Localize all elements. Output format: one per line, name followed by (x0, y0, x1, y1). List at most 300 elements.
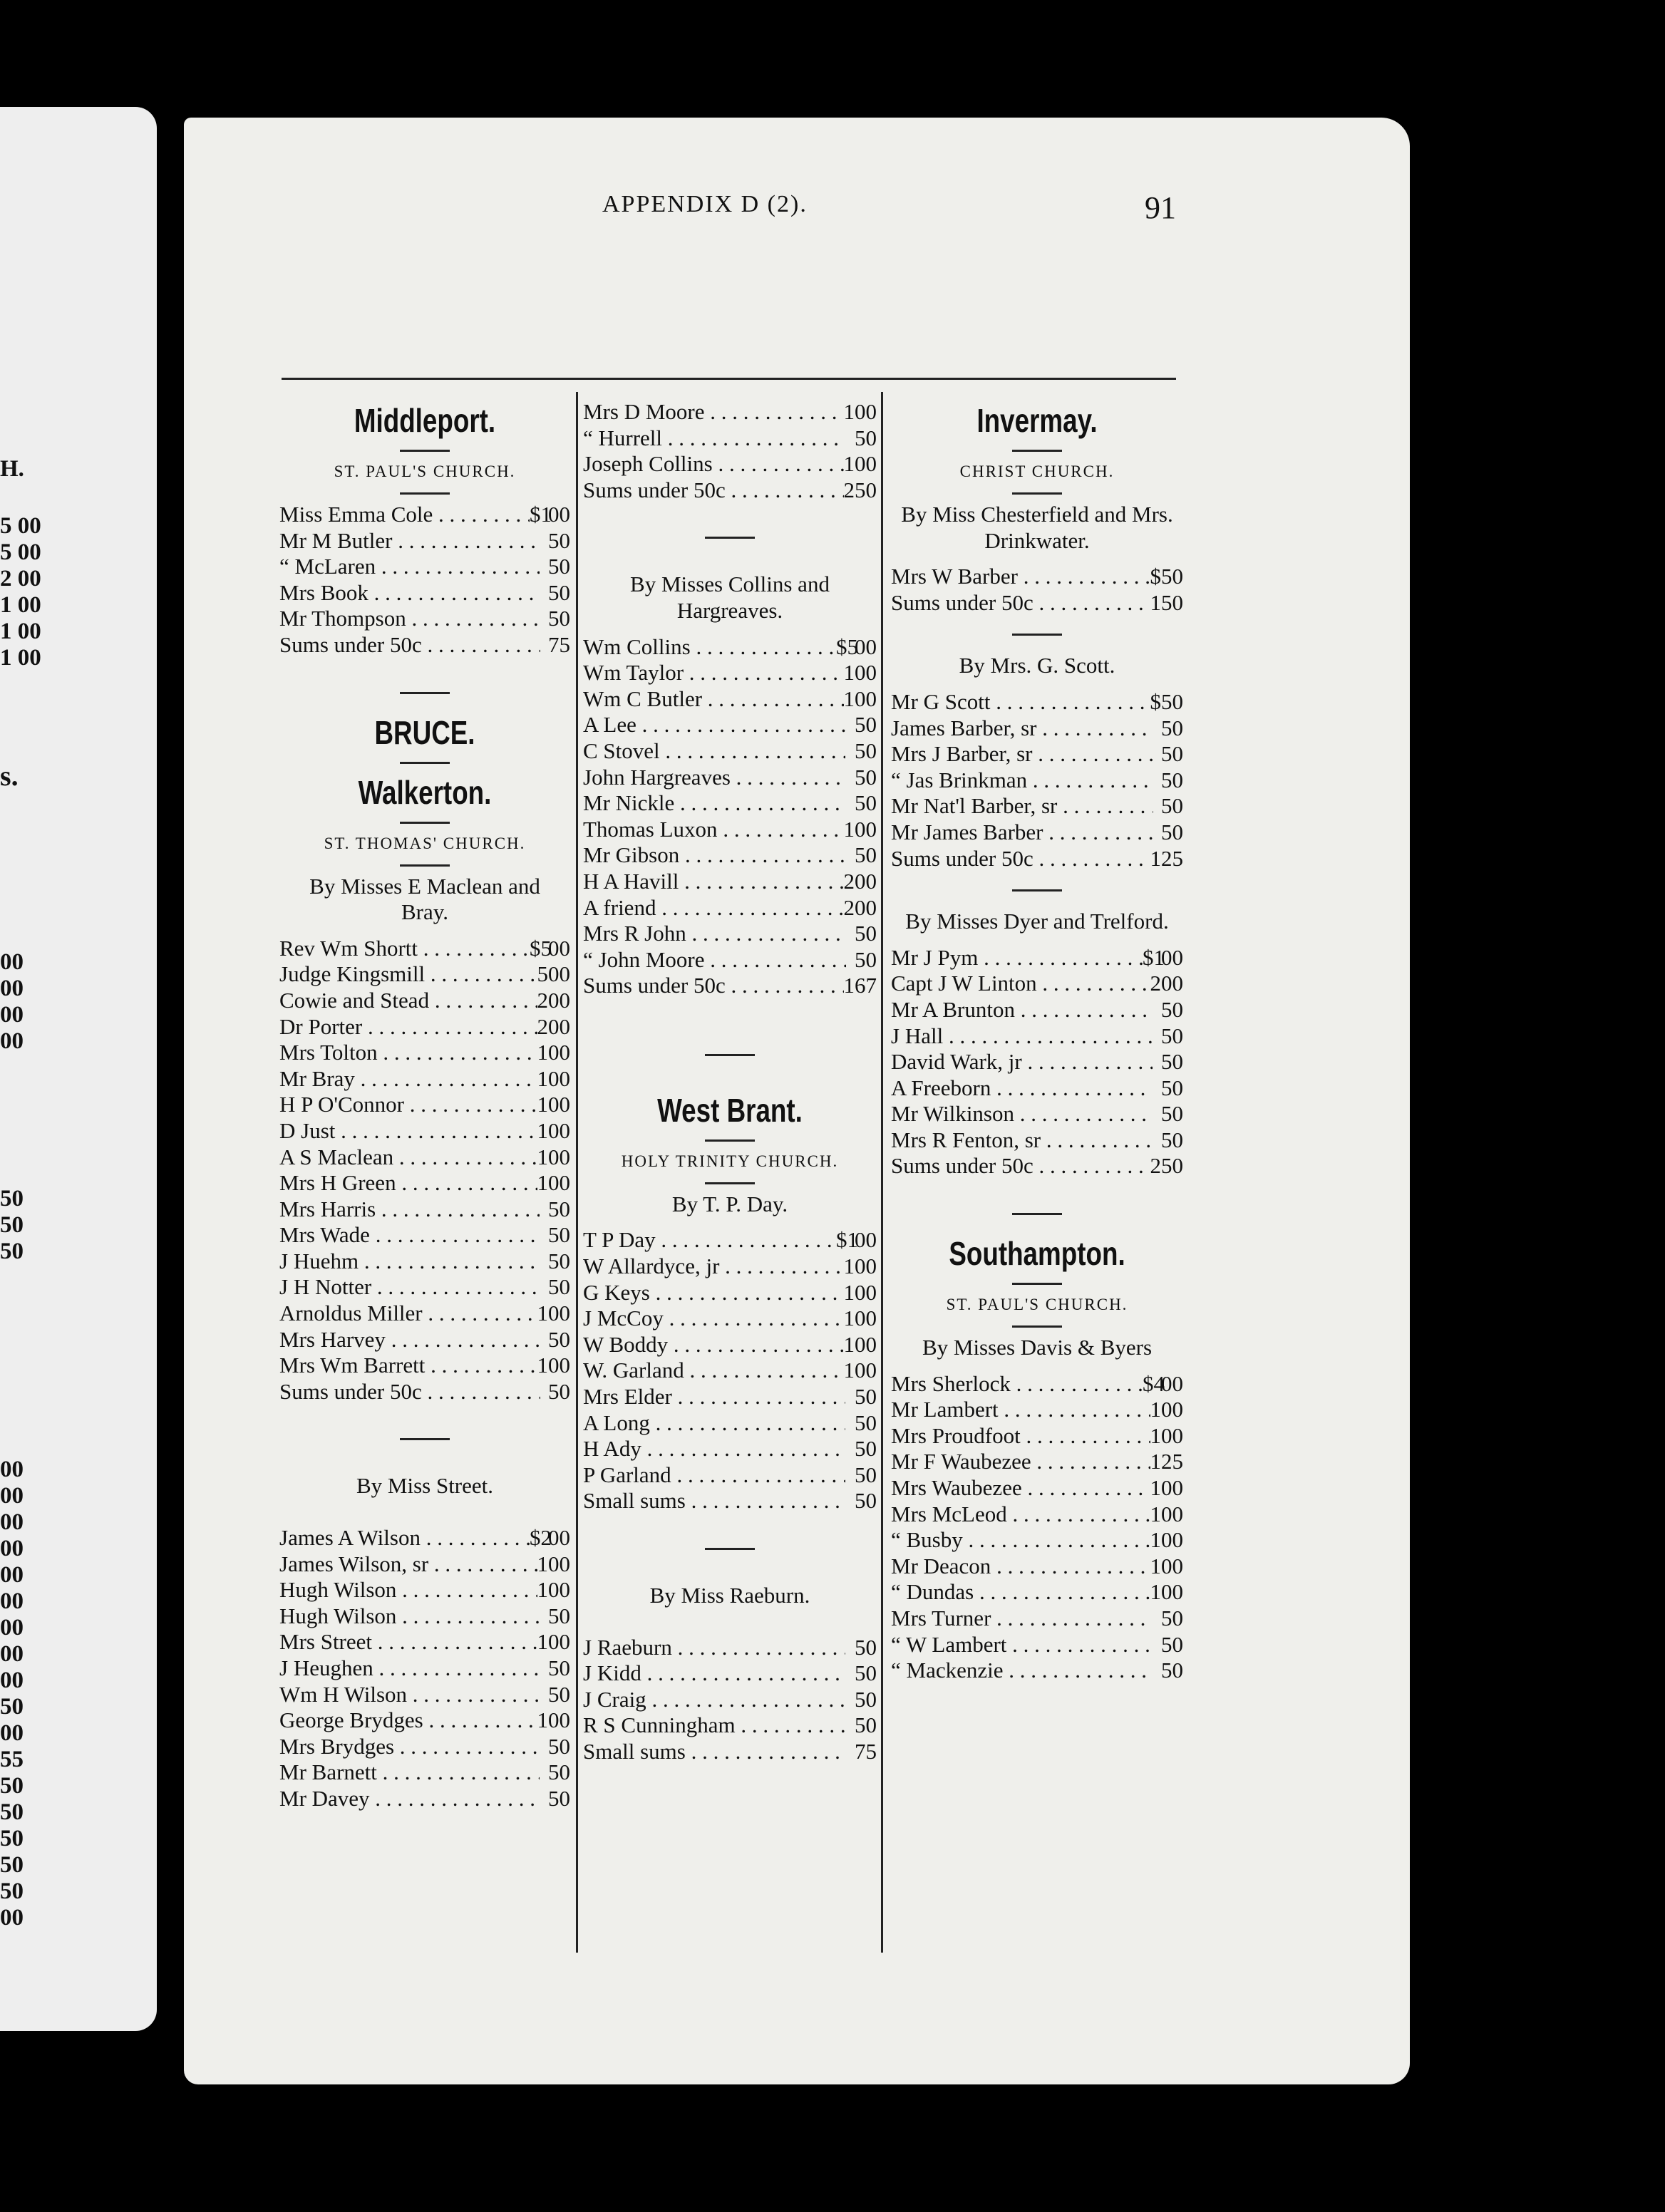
amount-dollars: 1 (1150, 1422, 1161, 1448)
facing-page-amount: 00 (0, 1002, 24, 1028)
donor-name: Mr F Waubezee . . . (891, 1449, 1150, 1475)
amount-cents: 50 (1161, 1153, 1183, 1179)
amount-cents: 50 (855, 764, 877, 790)
facing-page-amount: 2 00 (0, 566, 41, 591)
donation-entry (583, 634, 877, 661)
divider (279, 814, 570, 831)
donor-name: Mrs Book . . . (279, 580, 540, 606)
amount-dollars (846, 921, 855, 947)
amount-dollars (540, 1786, 548, 1812)
amount-dollars (845, 1384, 855, 1410)
donor-name: John Hargreaves . . . (583, 765, 847, 791)
facing-page-amounts-a (0, 513, 41, 671)
amount-dollars: 2 (843, 894, 855, 920)
amount-dollars (540, 554, 548, 580)
amount-cents: 50 (855, 1410, 877, 1435)
amount-cents: 00 (855, 451, 877, 477)
amount-cents: 50 (855, 1436, 877, 1462)
amount-dollars: $1 (1143, 944, 1165, 970)
amount-cents: 50 (548, 1222, 570, 1248)
amount-dollars: $1 (836, 1227, 858, 1253)
donation-entry (279, 1066, 570, 1092)
donor-name: Mr Nickle . . . (583, 790, 845, 817)
donor-name: James A Wilson . . . (279, 1525, 530, 1551)
amount-cents: 00 (855, 868, 877, 894)
donor-name: Mrs Proudfoot . . . (891, 1423, 1150, 1449)
amount-cents: 50 (855, 1488, 877, 1514)
amount-cents: 00 (548, 1301, 570, 1326)
amount-dollars: 1 (537, 1040, 548, 1065)
donation-entry (583, 765, 877, 791)
donation-entry (279, 1629, 570, 1655)
facing-page-amount: 00 (0, 1641, 24, 1667)
amount-cents: 00 (548, 1040, 570, 1065)
donor-name: George Brydges . . . (279, 1707, 537, 1734)
amount-dollars: 1 (537, 1117, 548, 1143)
donor-name: Cowie and Stead . . . (279, 988, 537, 1014)
donor-name: Mr Thompson . . . (279, 606, 540, 632)
collector-line: By Misses E Maclean and Bray. (309, 873, 540, 925)
donation-entry (891, 741, 1183, 768)
column-1 (279, 399, 570, 1812)
donor-name: “ McLaren . . . (279, 554, 540, 580)
facing-page-amount: 50 (0, 1773, 24, 1799)
amount-dollars: 1 (843, 973, 855, 998)
donation-entry (279, 1249, 570, 1275)
amount-cents: 50 (855, 738, 877, 763)
facing-page-amounts-e (0, 1720, 24, 1931)
amount-cents: 00 (1161, 1527, 1183, 1553)
amount-cents: 00 (855, 399, 877, 424)
donation-entry (583, 686, 877, 713)
donation-list (279, 936, 570, 1405)
amount-dollars (540, 1197, 548, 1223)
donor-name: James Wilson, sr . . . (279, 1551, 537, 1578)
donation-entry (279, 1353, 570, 1379)
donation-list (891, 689, 1183, 872)
amount-dollars (1153, 1049, 1161, 1075)
donor-name: Rev Wm Shortt . . . (279, 936, 530, 962)
amount-dollars (539, 1249, 548, 1275)
donor-name: H P O'Connor . . . (279, 1092, 537, 1118)
donation-list (583, 399, 877, 503)
amount-dollars (540, 1222, 548, 1249)
donor-name: A friend . . . (583, 895, 844, 921)
amount-dollars (846, 1488, 855, 1514)
facing-page-amount: 50 (0, 1878, 24, 1904)
amount-cents: 50 (855, 790, 877, 816)
donation-entry (279, 1379, 570, 1405)
donor-name: A Lee . . . (583, 712, 845, 738)
donation-entry (583, 1712, 877, 1739)
amount-cents: 50 (855, 425, 877, 450)
amount-cents: 50 (855, 712, 877, 738)
donation-entry (279, 1759, 570, 1786)
amount-dollars (1152, 1023, 1161, 1050)
donor-name: Sums under 50c . . . (583, 477, 844, 504)
amount-cents: 00 (548, 502, 570, 527)
donor-name: “ Busby . . . (891, 1527, 1150, 1554)
amount-dollars: 1 (1150, 1553, 1161, 1578)
amount-dollars (1153, 1658, 1161, 1684)
amount-cents: 00 (855, 816, 877, 842)
donor-name: Mrs Wade . . . (279, 1222, 540, 1249)
facing-page-amount: 50 (0, 1694, 24, 1720)
donation-entry (891, 590, 1183, 616)
donor-name: Sums under 50c . . . (891, 846, 1150, 872)
donation-entry (279, 1118, 570, 1144)
amount-cents: 50 (548, 579, 570, 605)
donor-name: Mr A Brunton . . . (891, 997, 1153, 1023)
donation-entry (279, 1577, 570, 1603)
donation-entry (583, 399, 877, 425)
amount-dollars (847, 765, 855, 791)
facing-page-amount: 5 00 (0, 539, 41, 565)
amount-dollars (540, 632, 548, 658)
amount-cents: 50 (1161, 1049, 1183, 1075)
donor-name: D Just . . . (279, 1118, 537, 1144)
donor-name: Mr Nat'l Barber, sr . . . (891, 793, 1153, 820)
amount-cents: 00 (1161, 1397, 1183, 1422)
donation-entry (891, 1502, 1183, 1528)
amount-dollars (845, 1410, 855, 1437)
column-2 (583, 399, 877, 1765)
amount-cents: 00 (855, 1358, 877, 1383)
amount-cents: 50 (1161, 1631, 1183, 1657)
amount-dollars: 1 (843, 1358, 855, 1383)
amount-dollars: $5 (836, 634, 858, 659)
donation-entry (279, 1707, 570, 1734)
amount-dollars (845, 738, 855, 765)
amount-dollars (540, 1734, 548, 1760)
amount-dollars (845, 1687, 855, 1713)
collector-line: By Misses Davis & Byers (922, 1335, 1153, 1360)
facing-page-amount: 50 (0, 1186, 24, 1211)
page-header (421, 185, 1176, 235)
donor-name: Mr Davey . . . (279, 1786, 540, 1812)
donation-entry (279, 1525, 570, 1551)
amount-dollars: 1 (1150, 1475, 1161, 1501)
donation-entry (279, 606, 570, 632)
donation-entry (891, 1153, 1183, 1179)
place-heading: Middleport. (354, 402, 496, 439)
amount-cents: 00 (548, 961, 570, 987)
amount-dollars: 1 (537, 1170, 548, 1196)
donation-entry (583, 738, 877, 765)
donation-entry (583, 1227, 877, 1254)
donor-name: Capt J W Linton . . . (891, 971, 1150, 997)
divider (891, 626, 1183, 643)
donation-entry (279, 1144, 570, 1171)
donation-entry (891, 1658, 1183, 1684)
collector-line: By Miss Raeburn. (649, 1583, 810, 1608)
amount-dollars: 1 (537, 1092, 548, 1117)
donation-entry (891, 945, 1183, 971)
divider (583, 1174, 877, 1192)
amount-dollars: $5 (530, 935, 552, 961)
donor-name: Mrs J Barber, sr . . . (891, 741, 1153, 768)
donation-entry (279, 1682, 570, 1708)
donor-name: Joseph Collins . . . (583, 451, 844, 477)
amount-dollars (540, 1603, 548, 1630)
amount-cents: 00 (1161, 971, 1183, 996)
donor-name: W Allardyce, jr . . . (583, 1254, 844, 1280)
donor-name: Mrs R Fenton, sr . . . (891, 1127, 1153, 1154)
donation-entry (891, 1554, 1183, 1580)
place-heading: Invermay. (976, 402, 1098, 439)
donor-name: J Heughen . . . (279, 1655, 540, 1682)
facing-page-amount: 55 (0, 1747, 24, 1772)
amount-dollars: 2 (843, 868, 855, 894)
amount-cents: 00 (1161, 1553, 1183, 1578)
amount-cents: 00 (548, 1092, 570, 1117)
facing-page-amount: 00 (0, 1562, 24, 1588)
amount-cents: 00 (548, 1170, 570, 1196)
facing-page-amount: 1 00 (0, 592, 41, 618)
divider (279, 1430, 570, 1447)
amount-dollars: 1 (843, 816, 855, 842)
amount-cents: 75 (548, 631, 570, 657)
donor-name: J Raeburn . . . (583, 1635, 845, 1661)
divider (891, 1318, 1183, 1335)
amount-dollars (846, 1739, 855, 1765)
facing-page-amount: 1 00 (0, 645, 41, 671)
donor-name: Small sums . . . (583, 1488, 846, 1514)
amount-cents: 00 (548, 1065, 570, 1091)
amount-cents: 50 (855, 1462, 877, 1487)
page-number: 91 (1145, 190, 1176, 225)
donation-entry (279, 1301, 570, 1327)
divider (583, 1540, 877, 1557)
donation-list (279, 1525, 570, 1812)
amount-cents: 00 (1161, 1501, 1183, 1526)
divider (279, 754, 570, 771)
donor-name: Mrs Brydges . . . (279, 1734, 540, 1760)
divider (583, 1132, 877, 1149)
donor-name: Mrs W Barber . . . (891, 564, 1150, 590)
donor-name: A Freeborn . . . (891, 1075, 1153, 1102)
amount-dollars: 2 (537, 987, 548, 1013)
amount-dollars: $ (1150, 688, 1161, 714)
donor-name: Mrs Wm Barrett . . . (279, 1353, 537, 1379)
amount-cents: 00 (855, 1306, 877, 1331)
column-3 (891, 399, 1183, 1684)
amount-dollars: 2 (843, 477, 855, 502)
collector-line: By Miss Chesterfield and Mrs. Drinkwater. (901, 502, 1173, 553)
divider (279, 442, 570, 459)
amount-dollars: 1 (537, 1551, 548, 1576)
donation-entry (891, 1632, 1183, 1658)
donor-name: P Garland . . . (583, 1462, 845, 1489)
amount-dollars (1153, 793, 1161, 820)
facing-page-amount: 00 (0, 1536, 24, 1561)
amount-cents: 50 (1161, 715, 1183, 740)
facing-page-amount: 00 (0, 1905, 24, 1931)
amount-dollars: 1 (843, 686, 855, 711)
amount-dollars: 1 (843, 399, 855, 424)
amount-dollars: 1 (1150, 845, 1161, 871)
amount-cents: 00 (855, 1227, 877, 1253)
amount-dollars (846, 842, 855, 869)
amount-dollars: $2 (530, 1525, 552, 1551)
donor-name: Mr J Pym . . . (891, 945, 1143, 971)
amount-cents: 50 (1161, 1023, 1183, 1048)
divider (583, 1046, 877, 1063)
donation-list (279, 502, 570, 658)
donation-entry (279, 1274, 570, 1301)
amount-dollars (540, 580, 548, 606)
amount-dollars: 1 (843, 660, 855, 686)
amount-cents: 50 (1161, 1606, 1183, 1630)
amount-cents: 00 (548, 1525, 570, 1551)
donation-list (583, 634, 877, 999)
donation-entry (583, 425, 877, 452)
amount-cents: 00 (1161, 1475, 1183, 1501)
amount-cents: 50 (1161, 589, 1183, 615)
amount-cents: 00 (1161, 1579, 1183, 1605)
facing-page-amount: 00 (0, 1588, 24, 1614)
donor-name: Sums under 50c . . . (279, 1379, 540, 1405)
church-heading: HOLY TRINITY CHURCH. (621, 1152, 839, 1170)
amount-cents: 50 (1161, 819, 1183, 844)
facing-page-amount: 00 (0, 1509, 24, 1535)
amount-dollars: 2 (537, 1013, 548, 1039)
donation-entry (891, 1101, 1183, 1127)
amount-cents: 50 (548, 1785, 570, 1811)
facing-page-amount: 50 (0, 1239, 24, 1264)
divider (279, 684, 570, 701)
donor-name: Mrs D Moore . . . (583, 399, 844, 425)
donor-name: Wm Taylor . . . (583, 660, 844, 686)
amount-dollars (845, 425, 855, 452)
facing-page-amount: 1 00 (0, 619, 41, 644)
donation-entry (279, 1734, 570, 1760)
amount-dollars (1153, 768, 1161, 794)
amount-cents: 00 (548, 1707, 570, 1733)
church-heading: ST. PAUL'S CHURCH. (334, 462, 516, 480)
amount-dollars (1153, 1075, 1161, 1102)
donor-name: W Boddy . . . (583, 1332, 844, 1358)
facing-page-heading-fragment-2: s. (0, 760, 19, 792)
facing-page-amount: 00 (0, 1483, 24, 1509)
donor-name: Mrs H Green . . . (279, 1170, 537, 1197)
column-rule-2 (881, 392, 883, 1953)
amount-dollars: 5 (537, 961, 548, 987)
amount-cents: 75 (855, 1738, 877, 1764)
donation-entry (891, 1127, 1183, 1154)
amount-dollars: 1 (537, 1707, 548, 1733)
amount-cents: 50 (855, 842, 877, 868)
donation-entry (891, 1423, 1183, 1449)
amount-dollars: 1 (537, 1629, 548, 1655)
facing-page-amount: 00 (0, 949, 24, 975)
donor-name: Mrs R John . . . (583, 921, 846, 947)
collector-line: By Miss Street. (356, 1473, 494, 1499)
amount-dollars: 1 (537, 1301, 548, 1326)
donation-entry (583, 1488, 877, 1514)
donor-name: Sums under 50c . . . (891, 590, 1150, 616)
header-rule (282, 378, 1176, 380)
amount-cents: 50 (548, 1274, 570, 1300)
donor-name: Mrs Elder . . . (583, 1384, 845, 1410)
facing-page-amount: 00 (0, 1457, 24, 1482)
donor-name: Mrs Turner . . . (891, 1606, 1153, 1632)
amount-dollars (1153, 1632, 1161, 1658)
facing-page-amount: 00 (0, 1028, 24, 1054)
donor-name: W. Garland . . . (583, 1358, 844, 1384)
amount-cents: 50 (855, 1634, 877, 1660)
amount-dollars: 1 (843, 451, 855, 477)
amount-dollars (845, 1436, 855, 1462)
place-heading: Southampton. (949, 1235, 1125, 1273)
amount-cents: 00 (548, 935, 570, 961)
facing-page-amounts-d (0, 1457, 24, 1720)
donation-entry (583, 477, 877, 504)
donation-list (891, 1371, 1183, 1684)
donation-entry (279, 1655, 570, 1682)
amount-cents: 50 (548, 1733, 570, 1759)
donation-entry (891, 564, 1183, 590)
donor-name: “ Hurrell . . . (583, 425, 845, 452)
donation-entry (891, 1449, 1183, 1475)
donation-entry (279, 988, 570, 1014)
donor-name: Wm Collins . . . (583, 634, 836, 661)
amount-dollars (540, 528, 548, 554)
donor-name: C Stovel . . . (583, 738, 845, 765)
donor-name: Sums under 50c . . . (583, 973, 844, 999)
donor-name: Mrs Waubezee . . . (891, 1475, 1150, 1502)
church-heading: ST. THOMAS' CHURCH. (324, 834, 526, 852)
donor-name: Hugh Wilson . . . (279, 1577, 537, 1603)
facing-page-amount: 50 (0, 1212, 24, 1238)
donor-name: Judge Kingsmill . . . (279, 961, 537, 988)
amount-cents: 50 (1161, 741, 1183, 767)
amount-cents: 00 (855, 634, 877, 659)
amount-cents: 25 (1161, 1449, 1183, 1474)
amount-cents: 50 (1161, 1127, 1183, 1152)
amount-dollars (1153, 820, 1161, 846)
donor-name: Mr G Scott . . . (891, 689, 1150, 715)
divider (891, 485, 1183, 502)
amount-cents: 50 (855, 921, 877, 946)
amount-cents: 50 (548, 1655, 570, 1680)
amount-cents: 50 (548, 554, 570, 579)
donation-entry (891, 971, 1183, 997)
donation-entry (891, 997, 1183, 1023)
donation-entry (583, 1384, 877, 1410)
donation-entry (891, 715, 1183, 742)
amount-dollars: 1 (843, 1279, 855, 1305)
amount-cents: 00 (1161, 1422, 1183, 1448)
donation-entry (583, 1436, 877, 1462)
amount-dollars: 1 (1150, 1501, 1161, 1526)
donation-entry (279, 1197, 570, 1223)
amount-dollars (845, 1660, 855, 1687)
donation-entry (279, 528, 570, 554)
donor-name: James Barber, sr . . . (891, 715, 1153, 742)
amount-cents: 00 (855, 1331, 877, 1357)
donation-entry (583, 1739, 877, 1765)
amount-cents: 50 (855, 1686, 877, 1712)
facing-page-amount: 50 (0, 1799, 24, 1825)
donation-entry (279, 936, 570, 962)
donation-entry (279, 1786, 570, 1812)
amount-cents: 50 (548, 1326, 570, 1352)
running-title: APPENDIX D (2). (602, 191, 808, 217)
amount-dollars (540, 1379, 548, 1405)
donation-entry (279, 580, 570, 606)
donor-name: Mr Deacon . . . (891, 1554, 1150, 1580)
